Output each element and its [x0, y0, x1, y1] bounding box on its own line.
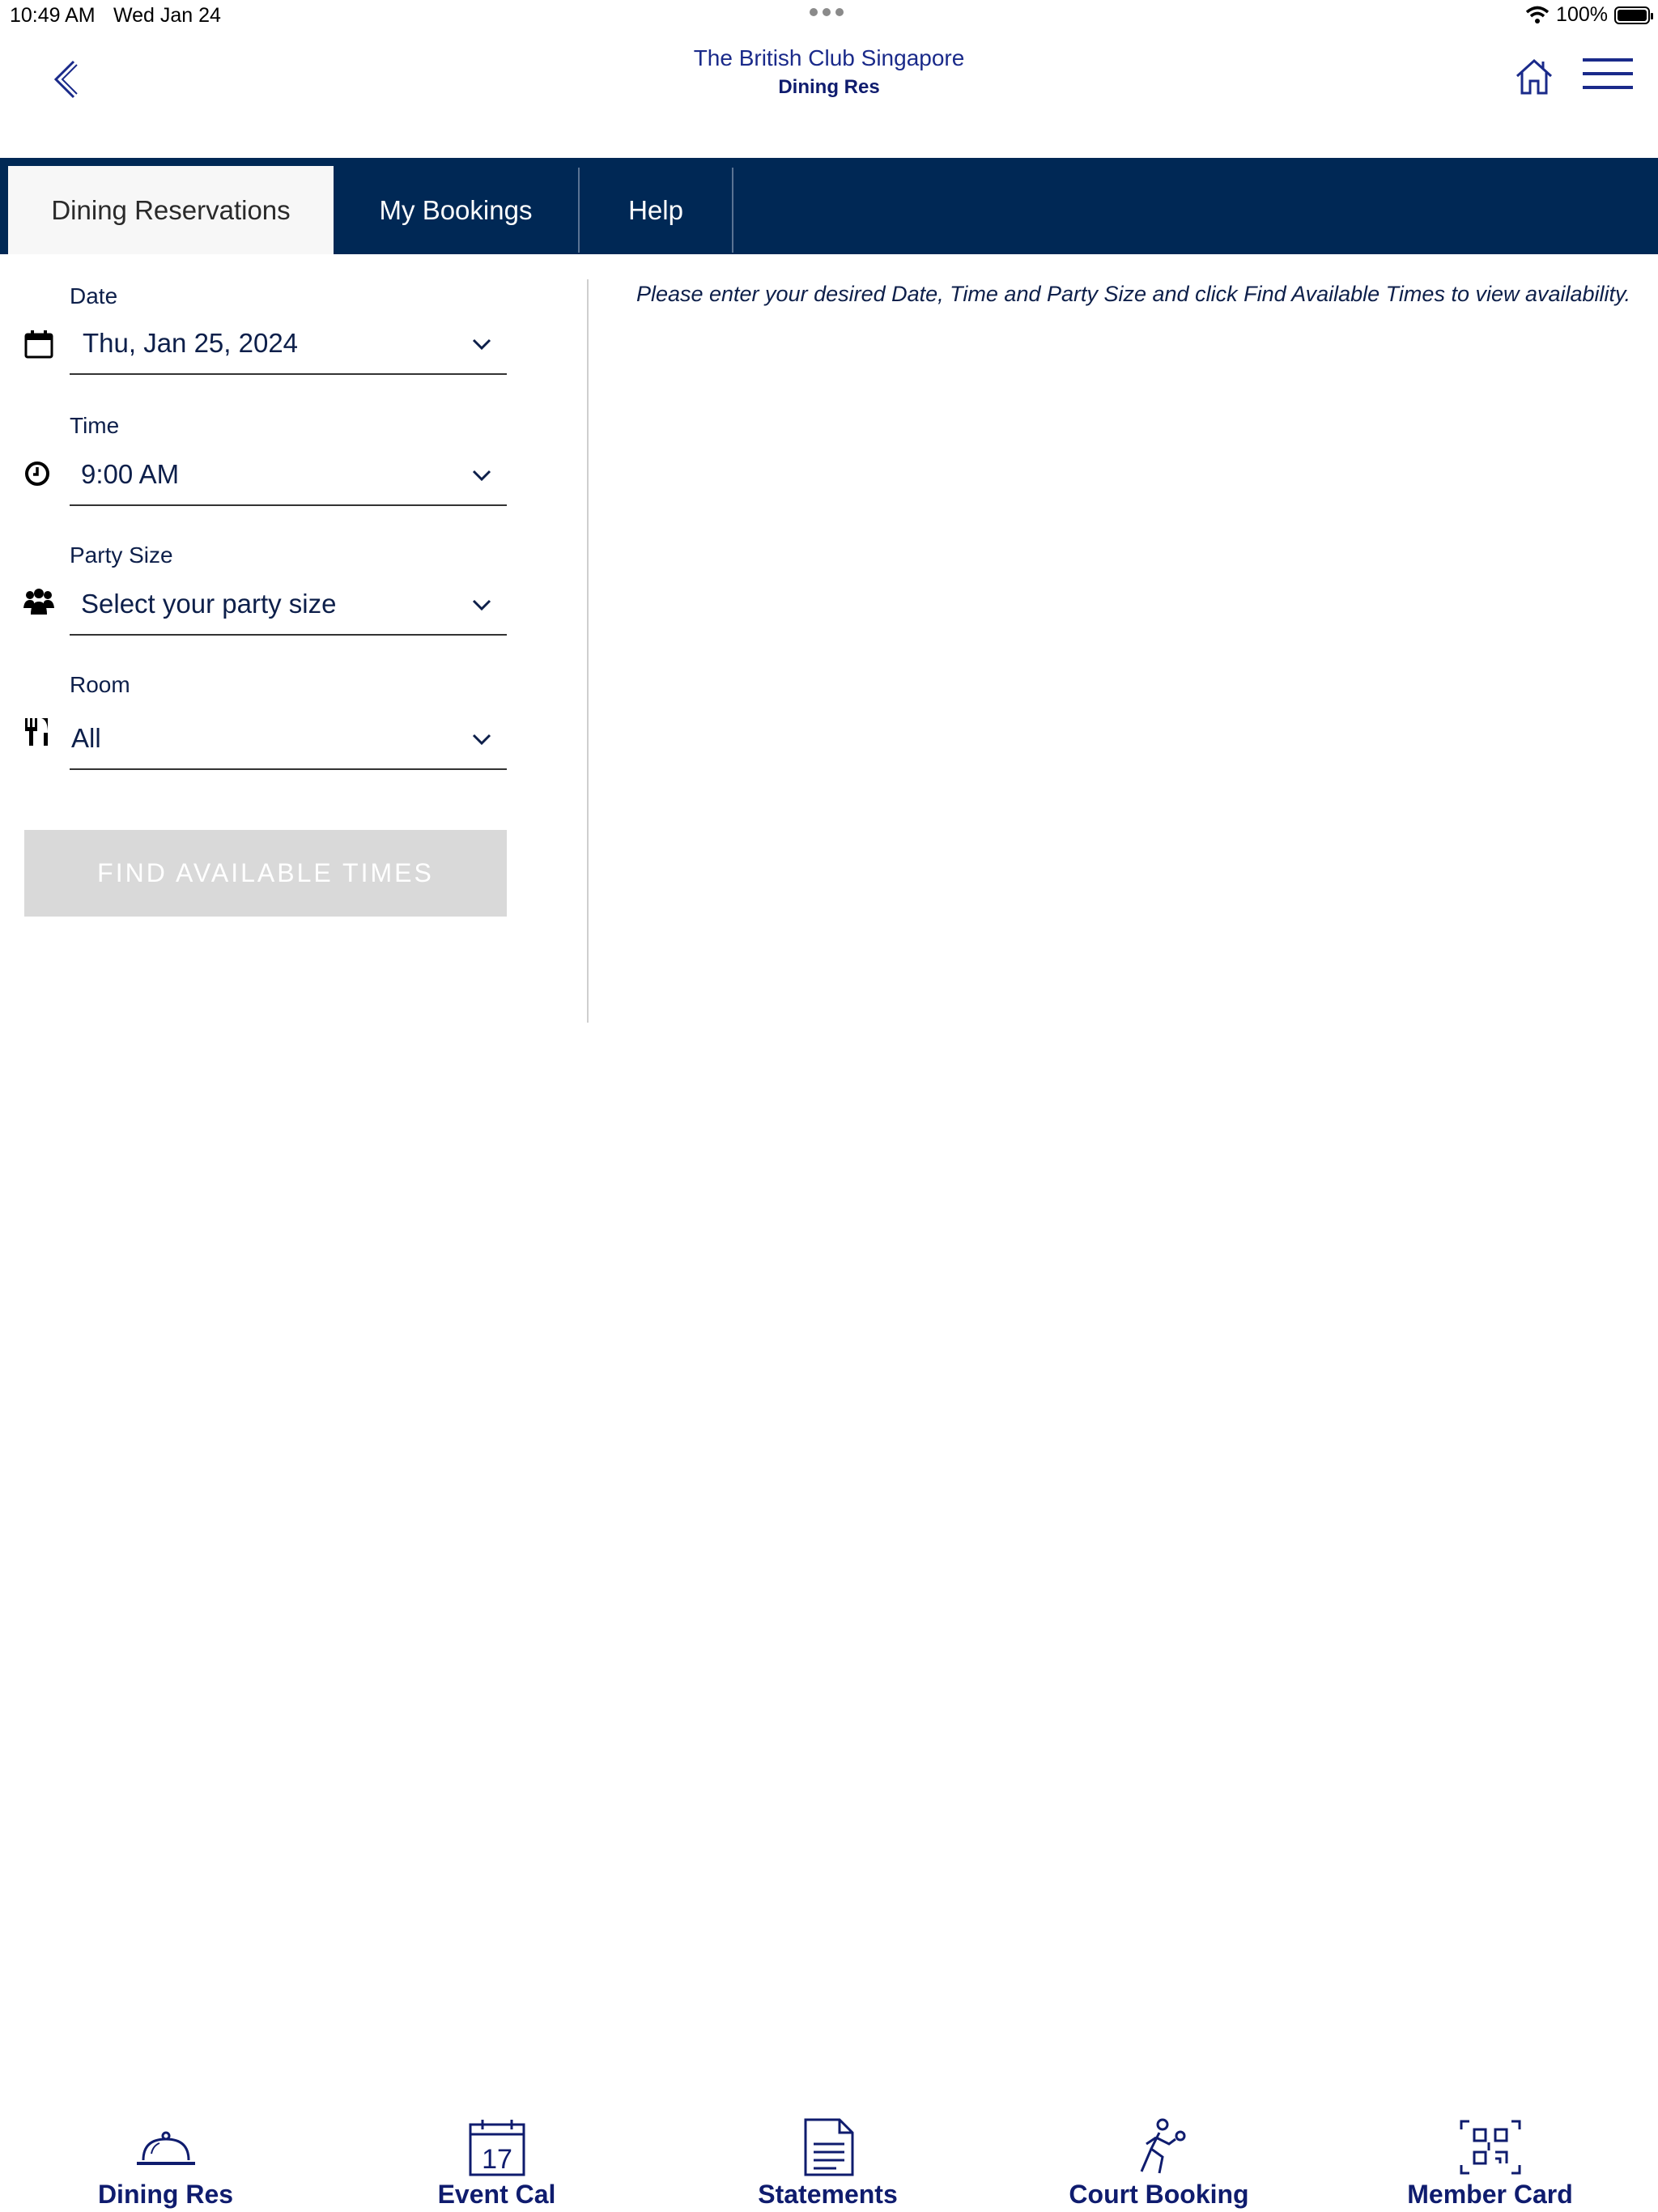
nav-label: Statements: [758, 2180, 898, 2209]
time-label: Time: [70, 413, 120, 438]
time-value: 9:00 AM: [81, 459, 180, 489]
chevron-down-icon: [471, 597, 492, 613]
app-header: [0, 32, 1658, 158]
nav-statements[interactable]: [662, 2105, 993, 2212]
date-value: Thu, Jan 25, 2024: [83, 328, 299, 358]
document-icon: [796, 2118, 861, 2176]
qr-code-icon: [1458, 2118, 1523, 2176]
nav-member-card[interactable]: [1324, 2105, 1656, 2212]
nav-court-booking[interactable]: [993, 2105, 1324, 2212]
home-button[interactable]: [1514, 57, 1554, 97]
instructions-text: Please enter your desired Date, Time and Party Size and click Find Available Times to view availability.: [636, 282, 1631, 306]
nav-label: Dining Res: [97, 2180, 234, 2209]
bottom-nav: [0, 2105, 1658, 2212]
calendar-icon: [23, 328, 55, 360]
clock-icon: [23, 457, 55, 490]
hamburger-icon: [1583, 58, 1633, 89]
home-icon: [1514, 57, 1554, 97]
tab-bar: [0, 158, 1658, 254]
status-date: Wed Jan 24: [113, 4, 221, 27]
status-bar: [0, 0, 1658, 32]
party-size-select[interactable]: [70, 579, 507, 636]
battery-percent: 100%: [1556, 3, 1608, 26]
time-select[interactable]: [70, 449, 507, 506]
content-divider: [587, 279, 589, 1023]
nav-dining-res[interactable]: [0, 2105, 331, 2212]
tab-divider: [732, 168, 733, 253]
status-time: 10:49 AM: [10, 4, 96, 27]
header-title: The British Club Singapore: [693, 45, 965, 70]
find-available-times-button[interactable]: FIND AVAILABLE TIMES: [24, 830, 507, 917]
party-size-value: Select your party size: [81, 589, 337, 619]
header-subtitle: Dining Res: [778, 76, 880, 98]
room-value: All: [71, 723, 101, 753]
party-size-label: Party Size: [70, 542, 173, 568]
people-icon: [23, 587, 55, 619]
chevron-down-icon: [471, 467, 492, 483]
tab-help[interactable]: Help: [628, 194, 683, 225]
chevron-down-icon: [471, 336, 492, 352]
status-right: [1525, 3, 1650, 27]
nav-label: Event Cal: [437, 2180, 556, 2209]
wifi-icon: [1525, 6, 1550, 25]
menu-button[interactable]: [1583, 58, 1633, 99]
chevron-down-icon: [471, 731, 492, 747]
tab-my-bookings[interactable]: My Bookings: [379, 194, 533, 225]
date-select[interactable]: [70, 318, 507, 375]
utensils-icon: [23, 717, 55, 749]
tab-dining-reservations[interactable]: Dining Reservations: [8, 166, 334, 254]
date-label: Date: [70, 283, 118, 308]
room-label: Room: [70, 672, 130, 697]
battery-icon: [1614, 6, 1650, 24]
runner-icon: [1127, 2118, 1192, 2176]
nav-label: Member Card: [1407, 2180, 1573, 2209]
nav-label: Court Booking: [1069, 2180, 1249, 2209]
cloche-icon: [134, 2118, 198, 2176]
room-select[interactable]: [70, 713, 507, 770]
nav-event-cal[interactable]: [331, 2105, 662, 2212]
multitasking-dots-icon[interactable]: [810, 8, 844, 16]
calendar-17-icon: [465, 2118, 529, 2176]
svg-text:17: 17: [481, 2144, 512, 2175]
